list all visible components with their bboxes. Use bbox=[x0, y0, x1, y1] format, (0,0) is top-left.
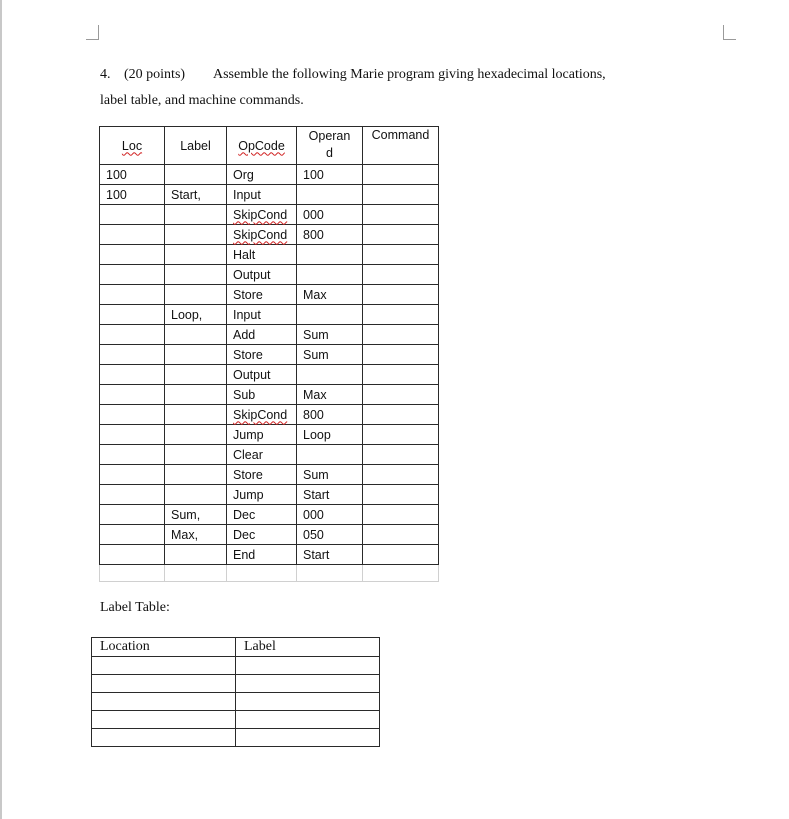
cell-opcode: Sub bbox=[227, 385, 297, 405]
table-row-empty bbox=[100, 565, 439, 582]
cell-loc bbox=[100, 285, 165, 305]
table-row bbox=[100, 405, 439, 425]
cell-empty bbox=[165, 565, 227, 582]
cell-location bbox=[92, 729, 236, 747]
cell-location bbox=[92, 675, 236, 693]
question-line-1 bbox=[100, 62, 700, 88]
table-row bbox=[100, 225, 439, 245]
cell-opcode: Add bbox=[227, 325, 297, 345]
cell-operand bbox=[297, 245, 363, 265]
cell-opcode: Clear bbox=[227, 445, 297, 465]
cell-loc bbox=[100, 205, 165, 225]
program-table bbox=[99, 126, 439, 582]
cell-label bbox=[165, 465, 227, 485]
cell-loc bbox=[100, 405, 165, 425]
header-location: Location bbox=[92, 638, 236, 657]
cell-operand: Sum bbox=[297, 345, 363, 365]
cell-command bbox=[363, 165, 439, 185]
cell-label bbox=[165, 545, 227, 565]
cell-label bbox=[165, 445, 227, 465]
cell-opcode: Store bbox=[227, 465, 297, 485]
cell-loc bbox=[100, 525, 165, 545]
label-table-header bbox=[92, 638, 380, 657]
cell-empty bbox=[363, 565, 439, 582]
table-row bbox=[100, 325, 439, 345]
cell-loc bbox=[100, 365, 165, 385]
cell-label bbox=[165, 225, 227, 245]
margin-corner-mark-left bbox=[86, 25, 99, 40]
margin-corner-mark-right bbox=[723, 25, 736, 40]
cell-label bbox=[165, 345, 227, 365]
cell-opcode: Jump bbox=[227, 485, 297, 505]
cell-label bbox=[236, 693, 380, 711]
table-row bbox=[100, 185, 439, 205]
cell-opcode: Org bbox=[227, 165, 297, 185]
table-row bbox=[100, 385, 439, 405]
cell-label bbox=[236, 711, 380, 729]
cell-operand: 100 bbox=[297, 165, 363, 185]
cell-empty bbox=[100, 565, 165, 582]
header-opcode: OpCode bbox=[227, 127, 297, 165]
cell-command bbox=[363, 205, 439, 225]
table-row bbox=[100, 365, 439, 385]
cell-label bbox=[236, 657, 380, 675]
cell-loc bbox=[100, 265, 165, 285]
table-row bbox=[100, 165, 439, 185]
cell-loc: 100 bbox=[100, 185, 165, 205]
cell-command bbox=[363, 445, 439, 465]
cell-opcode: SkipCond bbox=[227, 205, 297, 225]
cell-loc bbox=[100, 385, 165, 405]
label-table-row bbox=[92, 657, 380, 675]
cell-operand: 000 bbox=[297, 205, 363, 225]
question-text bbox=[100, 62, 700, 114]
table-row bbox=[100, 485, 439, 505]
cell-command bbox=[363, 425, 439, 445]
cell-command bbox=[363, 365, 439, 385]
header-command: Command bbox=[363, 127, 439, 165]
cell-empty bbox=[227, 565, 297, 582]
cell-operand: Max bbox=[297, 385, 363, 405]
question-text-line2: label table, and machine commands. bbox=[100, 93, 304, 108]
table-row bbox=[100, 445, 439, 465]
cell-operand: Start bbox=[297, 485, 363, 505]
cell-command bbox=[363, 465, 439, 485]
header-label: Label bbox=[165, 127, 227, 165]
table-row bbox=[100, 345, 439, 365]
cell-label bbox=[165, 485, 227, 505]
cell-opcode: Input bbox=[227, 185, 297, 205]
cell-operand: Loop bbox=[297, 425, 363, 445]
cell-label: Max, bbox=[165, 525, 227, 545]
cell-label bbox=[165, 365, 227, 385]
cell-command bbox=[363, 305, 439, 325]
cell-operand: 000 bbox=[297, 505, 363, 525]
cell-loc bbox=[100, 425, 165, 445]
cell-label bbox=[165, 205, 227, 225]
cell-operand: 800 bbox=[297, 225, 363, 245]
cell-loc: 100 bbox=[100, 165, 165, 185]
question-number: 4. bbox=[100, 67, 111, 82]
header-loc: Loc bbox=[100, 127, 165, 165]
cell-operand bbox=[297, 365, 363, 385]
cell-loc bbox=[100, 465, 165, 485]
cell-opcode: Output bbox=[227, 365, 297, 385]
cell-opcode: Halt bbox=[227, 245, 297, 265]
cell-loc bbox=[100, 325, 165, 345]
cell-label: Sum, bbox=[165, 505, 227, 525]
cell-command bbox=[363, 485, 439, 505]
cell-loc bbox=[100, 245, 165, 265]
cell-operand: 050 bbox=[297, 525, 363, 545]
label-table-row bbox=[92, 711, 380, 729]
cell-label bbox=[165, 165, 227, 185]
table-row bbox=[100, 265, 439, 285]
cell-operand bbox=[297, 305, 363, 325]
table-row bbox=[100, 525, 439, 545]
cell-label: Loop, bbox=[165, 305, 227, 325]
cell-command bbox=[363, 385, 439, 405]
cell-operand: Sum bbox=[297, 325, 363, 345]
table-row bbox=[100, 205, 439, 225]
header-operand: Operan d bbox=[297, 127, 363, 165]
cell-command bbox=[363, 345, 439, 365]
cell-operand bbox=[297, 445, 363, 465]
cell-opcode: Dec bbox=[227, 525, 297, 545]
cell-location bbox=[92, 711, 236, 729]
question-points: (20 points) bbox=[124, 67, 186, 82]
cell-label bbox=[236, 729, 380, 747]
cell-opcode: SkipCond bbox=[227, 225, 297, 245]
table-row bbox=[100, 465, 439, 485]
cell-operand: Start bbox=[297, 545, 363, 565]
cell-label bbox=[236, 675, 380, 693]
cell-loc bbox=[100, 305, 165, 325]
cell-opcode: Dec bbox=[227, 505, 297, 525]
label-table-row bbox=[92, 693, 380, 711]
cell-opcode: Jump bbox=[227, 425, 297, 445]
cell-command bbox=[363, 325, 439, 345]
cell-command bbox=[363, 525, 439, 545]
table-row bbox=[100, 505, 439, 525]
cell-opcode: Input bbox=[227, 305, 297, 325]
cell-command bbox=[363, 265, 439, 285]
cell-loc bbox=[100, 545, 165, 565]
cell-label bbox=[165, 285, 227, 305]
table-row bbox=[100, 305, 439, 325]
header-label-name: Label bbox=[236, 638, 380, 657]
cell-operand: Max bbox=[297, 285, 363, 305]
cell-opcode: SkipCond bbox=[227, 405, 297, 425]
cell-loc bbox=[100, 485, 165, 505]
cell-loc bbox=[100, 505, 165, 525]
cell-command bbox=[363, 285, 439, 305]
cell-label bbox=[165, 425, 227, 445]
cell-operand: Sum bbox=[297, 465, 363, 485]
cell-command bbox=[363, 545, 439, 565]
cell-label: Start, bbox=[165, 185, 227, 205]
table-row bbox=[100, 425, 439, 445]
cell-label bbox=[165, 385, 227, 405]
cell-operand: 800 bbox=[297, 405, 363, 425]
label-table bbox=[91, 637, 380, 747]
cell-empty bbox=[297, 565, 363, 582]
cell-location bbox=[92, 693, 236, 711]
label-table-row bbox=[92, 675, 380, 693]
cell-opcode: End bbox=[227, 545, 297, 565]
page-left-edge bbox=[0, 0, 2, 819]
label-table-row bbox=[92, 729, 380, 747]
table-row bbox=[100, 285, 439, 305]
cell-opcode: Output bbox=[227, 265, 297, 285]
cell-operand bbox=[297, 185, 363, 205]
cell-loc bbox=[100, 445, 165, 465]
table-row bbox=[100, 245, 439, 265]
cell-opcode: Store bbox=[227, 285, 297, 305]
cell-opcode: Store bbox=[227, 345, 297, 365]
label-table-heading: Label Table: bbox=[100, 600, 170, 615]
question-text-line1: Assemble the following Marie program giving hexadecimal locations, bbox=[213, 67, 606, 82]
cell-command bbox=[363, 505, 439, 525]
cell-command bbox=[363, 245, 439, 265]
cell-operand bbox=[297, 265, 363, 285]
cell-command bbox=[363, 185, 439, 205]
cell-label bbox=[165, 245, 227, 265]
cell-label bbox=[165, 265, 227, 285]
cell-label bbox=[165, 325, 227, 345]
cell-location bbox=[92, 657, 236, 675]
cell-command bbox=[363, 225, 439, 245]
cell-label bbox=[165, 405, 227, 425]
cell-loc bbox=[100, 225, 165, 245]
cell-loc bbox=[100, 345, 165, 365]
program-table-header bbox=[100, 127, 439, 165]
cell-command bbox=[363, 405, 439, 425]
table-row bbox=[100, 545, 439, 565]
